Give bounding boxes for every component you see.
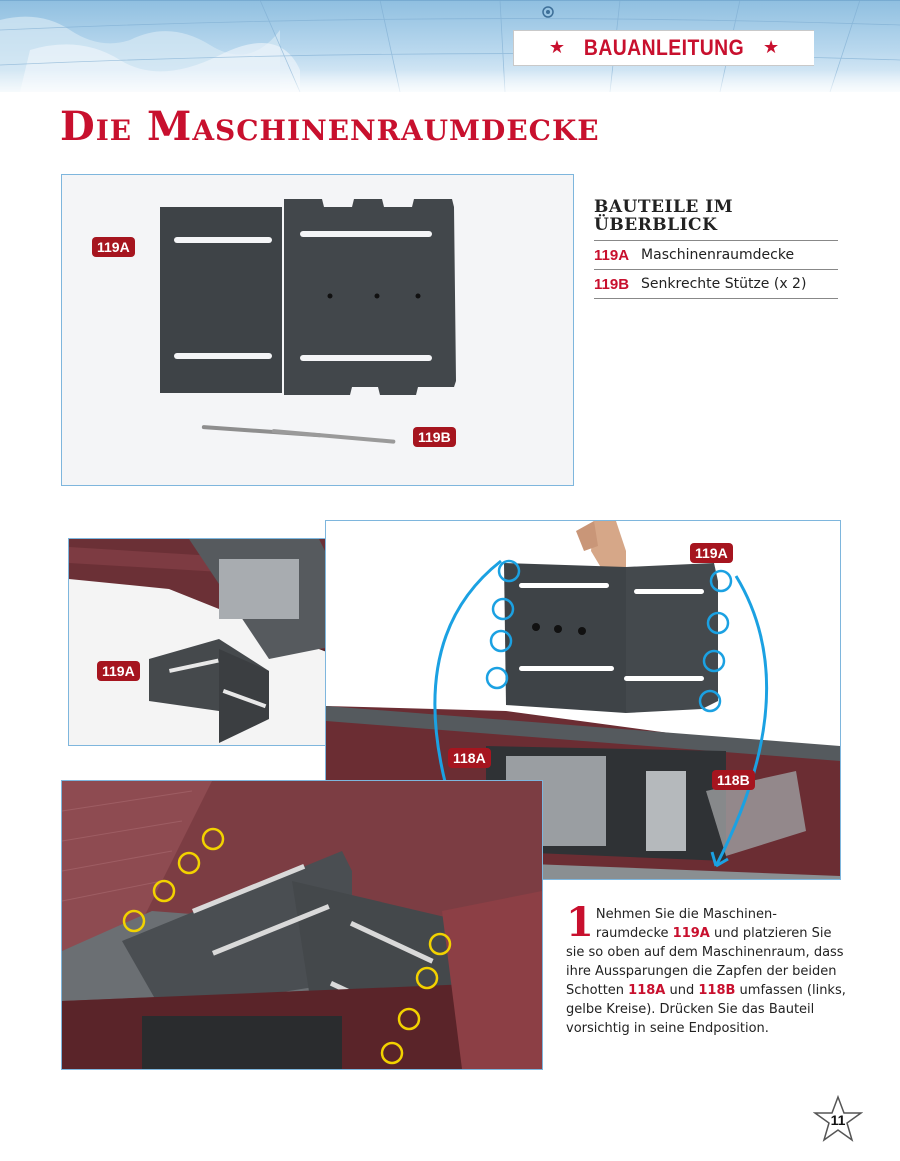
parts-row <box>594 240 838 269</box>
step-text: und platzieren Sie sie so oben auf dem Maschinenraum, dass ihre Aussparungen die Zapfen der beiden Schotten <box>566 926 844 998</box>
part-label-118a: 118A <box>448 748 491 768</box>
part-reference: 118A <box>628 983 666 998</box>
parts-photo-illustration <box>62 175 573 485</box>
step-text: Nehmen Sie die Maschinen-raumdecke <box>595 907 777 941</box>
section-banner <box>513 30 814 66</box>
page-number: 11 <box>830 1112 846 1128</box>
part-label-119a: 119A <box>97 661 140 681</box>
parts-heading-line2: ÜBERBLICK <box>594 215 718 235</box>
fitted-deck-photo-illustration <box>62 781 542 1069</box>
part-label-119a: 119A <box>92 237 135 257</box>
part-reference: 118B <box>698 983 736 998</box>
parts-heading-line1: BAUTEILE IM <box>594 197 734 217</box>
step-number: 1 <box>566 899 594 946</box>
parts-row <box>594 269 838 299</box>
parts-overview <box>594 198 838 299</box>
part-label-119a: 119A <box>690 543 733 563</box>
part-name: Senkrechte Stütze (x 2) <box>641 276 807 292</box>
fitted-deck-photo <box>61 780 543 1070</box>
part-name: Maschinenraumdecke <box>641 247 795 263</box>
parts-heading <box>594 198 838 234</box>
banner-title: BAUANLEITUNG <box>583 35 745 60</box>
parts-photo <box>61 174 574 486</box>
step-text: und <box>665 983 699 998</box>
step-1-instructions <box>566 899 846 1038</box>
step-text: umfassen (links, gelbe Kreise). Drücken Sie das Bauteil vorsichtig in seine Endposition. <box>566 983 846 1036</box>
part-code: 119B <box>594 276 630 293</box>
banner-star-icon: ★ <box>763 37 780 58</box>
page-title: Die Maschinenraumdecke <box>60 103 600 150</box>
part-reference: 119A <box>672 926 710 941</box>
part-label-118b: 118B <box>712 770 755 790</box>
part-label-119b: 119B <box>413 427 456 447</box>
part-code: 119A <box>594 247 630 264</box>
banner-star-icon: ★ <box>548 37 565 58</box>
